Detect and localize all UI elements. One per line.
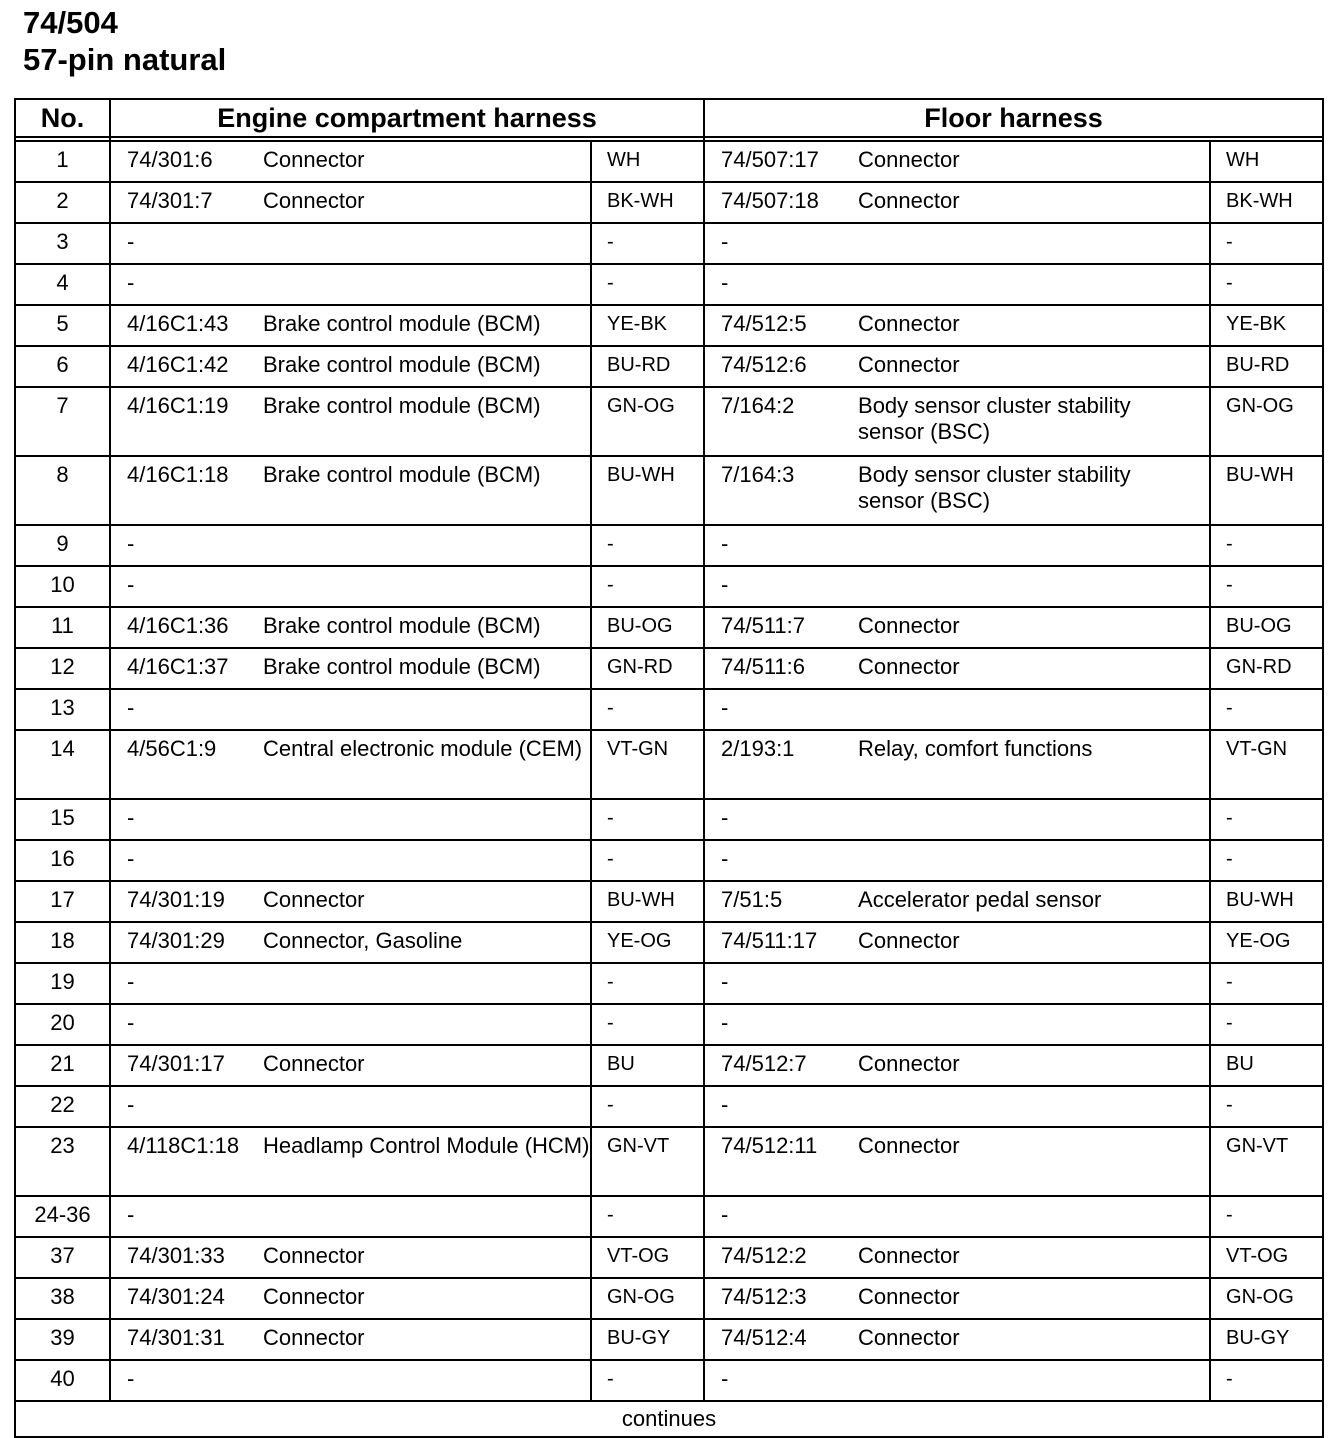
floor-terminal-description: [858, 1092, 1209, 1118]
engine-terminal-description: [263, 1010, 590, 1036]
engine-terminal-description: [263, 531, 590, 557]
engine-terminal: [110, 223, 591, 264]
floor-wire-color: -: [1210, 525, 1323, 566]
floor-terminal-description: [858, 229, 1209, 255]
engine-terminal-code: 74/301:29: [127, 928, 225, 953]
engine-terminal: [110, 346, 591, 387]
engine-terminal: [110, 922, 591, 963]
floor-wire-color: YE-OG: [1210, 922, 1323, 963]
engine-terminal-code: -: [127, 805, 135, 830]
engine-terminal: [110, 305, 591, 346]
engine-terminal-description: Headlamp Control Module (HCM): [263, 1133, 590, 1158]
table-row: [15, 346, 1323, 387]
pin-number: 23: [15, 1127, 110, 1196]
engine-terminal-code: -: [127, 1366, 135, 1391]
engine-terminal-description: [263, 1092, 590, 1118]
floor-terminal-code: 7/164:3: [721, 462, 795, 487]
engine-wire-color: BU: [591, 1045, 704, 1086]
floor-terminal: [704, 1086, 1210, 1127]
engine-wire-color: -: [591, 1196, 704, 1237]
floor-terminal: [704, 689, 1210, 730]
engine-terminal: [110, 1237, 591, 1278]
engine-terminal-code: 74/301:33: [127, 1243, 225, 1268]
pin-number: 7: [15, 387, 110, 456]
floor-wire-color: BU-GY: [1210, 1319, 1323, 1360]
engine-terminal-description: Connector, Gasoline: [263, 928, 463, 953]
pin-number: 10: [15, 566, 110, 607]
floor-wire-color: GN-OG: [1210, 387, 1323, 456]
floor-wire-color: GN-VT: [1210, 1127, 1323, 1196]
table-row: [15, 799, 1323, 840]
floor-wire-color: -: [1210, 223, 1323, 264]
engine-wire-color: VT-GN: [591, 730, 704, 799]
pinout-table: [14, 98, 1324, 1438]
floor-wire-color: -: [1210, 1360, 1323, 1401]
engine-wire-color: YE-BK: [591, 305, 704, 346]
engine-terminal: [110, 963, 591, 1004]
engine-terminal-code: 4/16C1:19: [127, 393, 229, 418]
floor-terminal-code: -: [721, 229, 729, 254]
engine-terminal-description: [263, 229, 590, 255]
floor-wire-color: YE-BK: [1210, 305, 1323, 346]
engine-terminal: [110, 799, 591, 840]
floor-terminal-description: [858, 695, 1209, 721]
engine-wire-color: -: [591, 689, 704, 730]
floor-terminal: [704, 881, 1210, 922]
engine-terminal-description: Connector: [263, 1284, 365, 1309]
engine-wire-color: BU-GY: [591, 1319, 704, 1360]
engine-wire-color: -: [591, 963, 704, 1004]
floor-terminal-code: 74/507:18: [721, 188, 819, 213]
table-row: [15, 182, 1323, 223]
floor-wire-color: VT-OG: [1210, 1237, 1323, 1278]
pin-number: 12: [15, 648, 110, 689]
pin-number: 1: [15, 141, 110, 182]
engine-terminal: [110, 881, 591, 922]
floor-terminal-description: Relay, comfort functions: [858, 736, 1093, 761]
floor-terminal-description: [858, 572, 1209, 598]
engine-wire-color: BU-WH: [591, 456, 704, 525]
floor-terminal: [704, 840, 1210, 881]
floor-terminal: [704, 922, 1210, 963]
engine-wire-color: BU-OG: [591, 607, 704, 648]
floor-wire-color: -: [1210, 963, 1323, 1004]
engine-terminal-description: Connector: [263, 1325, 365, 1350]
floor-terminal-description: [858, 805, 1209, 831]
floor-terminal-description: [858, 846, 1209, 872]
floor-terminal: [704, 1196, 1210, 1237]
floor-terminal: [704, 1360, 1210, 1401]
floor-terminal-code: -: [721, 572, 729, 597]
engine-terminal: [110, 525, 591, 566]
floor-terminal-description: Body sensor cluster stability sensor (BSC): [858, 393, 1131, 444]
engine-terminal: [110, 182, 591, 223]
engine-terminal-description: [263, 969, 590, 995]
floor-terminal: [704, 525, 1210, 566]
floor-terminal-code: -: [721, 1092, 729, 1117]
engine-terminal-description: Central electronic module (CEM): [263, 736, 583, 761]
engine-wire-color: -: [591, 840, 704, 881]
engine-terminal: [110, 1045, 591, 1086]
engine-terminal: [110, 387, 591, 456]
footer-row: [15, 1401, 1323, 1437]
engine-terminal: [110, 1086, 591, 1127]
floor-terminal: [704, 182, 1210, 223]
floor-terminal-code: -: [721, 969, 729, 994]
engine-terminal: [110, 264, 591, 305]
floor-terminal: [704, 456, 1210, 525]
floor-terminal: [704, 305, 1210, 346]
floor-terminal-description: Body sensor cluster stability sensor (BSC): [858, 462, 1131, 513]
engine-terminal-description: [263, 805, 590, 831]
floor-terminal: [704, 223, 1210, 264]
engine-wire-color: BU-WH: [591, 881, 704, 922]
engine-terminal-description: Brake control module (BCM): [263, 352, 541, 377]
table-row: [15, 1045, 1323, 1086]
floor-terminal-description: Connector: [858, 1284, 960, 1309]
engine-terminal-description: [263, 846, 590, 872]
floor-terminal-description: [858, 270, 1209, 296]
engine-wire-color: BK-WH: [591, 182, 704, 223]
floor-terminal-code: 74/512:2: [721, 1243, 807, 1268]
engine-terminal-code: -: [127, 846, 135, 871]
table-row: [15, 1278, 1323, 1319]
pin-number: 22: [15, 1086, 110, 1127]
floor-terminal-code: -: [721, 695, 729, 720]
engine-wire-color: GN-OG: [591, 1278, 704, 1319]
pin-number: 3: [15, 223, 110, 264]
table-row: [15, 456, 1323, 525]
floor-terminal-code: 2/193:1: [721, 736, 795, 761]
engine-terminal: [110, 730, 591, 799]
engine-wire-color: -: [591, 1086, 704, 1127]
floor-wire-color: BU-WH: [1210, 456, 1323, 525]
engine-terminal: [110, 456, 591, 525]
floor-terminal-code: 74/512:11: [721, 1133, 818, 1158]
floor-wire-color: -: [1210, 1004, 1323, 1045]
engine-terminal-description: Connector: [263, 1243, 365, 1268]
engine-terminal: [110, 840, 591, 881]
floor-terminal-description: Connector: [858, 654, 960, 679]
pin-number: 2: [15, 182, 110, 223]
floor-wire-color: -: [1210, 840, 1323, 881]
floor-terminal-code: 74/511:17: [721, 928, 818, 953]
floor-terminal-code: -: [721, 1366, 729, 1391]
floor-terminal: [704, 1237, 1210, 1278]
table-row: [15, 223, 1323, 264]
engine-terminal: [110, 1196, 591, 1237]
floor-terminal-code: 74/512:4: [721, 1325, 807, 1350]
floor-terminal-code: -: [721, 531, 729, 556]
floor-terminal: [704, 1004, 1210, 1045]
engine-wire-color: -: [591, 1004, 704, 1045]
engine-terminal-code: 74/301:24: [127, 1284, 225, 1309]
table-row: [15, 922, 1323, 963]
floor-wire-color: VT-GN: [1210, 730, 1323, 799]
engine-wire-color: -: [591, 525, 704, 566]
floor-wire-color: BU-OG: [1210, 607, 1323, 648]
table-row: [15, 1086, 1323, 1127]
floor-terminal-code: 74/507:17: [721, 147, 819, 172]
floor-terminal: [704, 730, 1210, 799]
floor-terminal: [704, 566, 1210, 607]
engine-terminal-code: 74/301:6: [127, 147, 213, 172]
pin-number: 16: [15, 840, 110, 881]
engine-terminal: [110, 1004, 591, 1045]
table-row: [15, 1237, 1323, 1278]
pin-number: 15: [15, 799, 110, 840]
engine-terminal-description: [263, 572, 590, 598]
engine-wire-color: GN-VT: [591, 1127, 704, 1196]
floor-terminal: [704, 1127, 1210, 1196]
floor-terminal-code: 7/51:5: [721, 887, 783, 912]
engine-wire-color: -: [591, 223, 704, 264]
table-row: [15, 1319, 1323, 1360]
floor-terminal-code: -: [721, 846, 729, 871]
floor-terminal: [704, 387, 1210, 456]
pin-number: 19: [15, 963, 110, 1004]
engine-terminal-description: [263, 695, 590, 721]
engine-terminal-description: Brake control module (BCM): [263, 613, 541, 638]
table-row: [15, 1360, 1323, 1401]
engine-terminal: [110, 1278, 591, 1319]
engine-wire-color: GN-OG: [591, 387, 704, 456]
floor-terminal-code: 74/512:5: [721, 311, 807, 336]
engine-terminal-code: -: [127, 969, 135, 994]
table-body: [15, 141, 1323, 1401]
engine-terminal-code: -: [127, 531, 135, 556]
floor-wire-color: -: [1210, 1086, 1323, 1127]
header-row: [15, 99, 1323, 137]
floor-terminal-description: Connector: [858, 147, 960, 172]
engine-terminal-code: -: [127, 1202, 135, 1227]
floor-terminal-code: -: [721, 805, 729, 830]
engine-wire-color: WH: [591, 141, 704, 182]
floor-terminal-description: Connector: [858, 1325, 960, 1350]
pin-number: 37: [15, 1237, 110, 1278]
engine-terminal-description: [263, 1202, 590, 1228]
pin-number: 11: [15, 607, 110, 648]
floor-terminal-code: 74/511:7: [721, 613, 806, 638]
floor-wire-color: -: [1210, 264, 1323, 305]
floor-wire-color: BU: [1210, 1045, 1323, 1086]
floor-wire-color: -: [1210, 799, 1323, 840]
floor-wire-color: GN-OG: [1210, 1278, 1323, 1319]
engine-terminal: [110, 648, 591, 689]
engine-wire-color: YE-OG: [591, 922, 704, 963]
floor-wire-color: -: [1210, 1196, 1323, 1237]
header-floor-harness: Floor harness: [704, 99, 1323, 137]
engine-terminal: [110, 141, 591, 182]
engine-terminal-code: 4/16C1:42: [127, 352, 229, 377]
floor-wire-color: GN-RD: [1210, 648, 1323, 689]
floor-terminal-description: [858, 1202, 1209, 1228]
document-title: [23, 4, 226, 78]
pin-number: 13: [15, 689, 110, 730]
connector-description: 57-pin natural: [23, 42, 227, 77]
table-row: [15, 264, 1323, 305]
floor-terminal: [704, 346, 1210, 387]
floor-terminal: [704, 1278, 1210, 1319]
engine-terminal-description: [263, 270, 590, 296]
floor-terminal-description: Connector: [858, 311, 960, 336]
engine-terminal-code: 74/301:31: [127, 1325, 225, 1350]
floor-wire-color: -: [1210, 566, 1323, 607]
table-row: [15, 689, 1323, 730]
table-row: [15, 730, 1323, 799]
floor-terminal-description: [858, 1366, 1209, 1392]
table-row: [15, 840, 1323, 881]
floor-wire-color: -: [1210, 689, 1323, 730]
header-no: No.: [15, 99, 110, 137]
pin-number: 38: [15, 1278, 110, 1319]
engine-terminal: [110, 607, 591, 648]
table-row: [15, 1196, 1323, 1237]
table-row: [15, 141, 1323, 182]
table-row: [15, 1127, 1323, 1196]
engine-terminal-code: 4/16C1:37: [127, 654, 229, 679]
floor-wire-color: BU-RD: [1210, 346, 1323, 387]
floor-terminal-code: -: [721, 270, 729, 295]
pin-number: 20: [15, 1004, 110, 1045]
engine-terminal: [110, 1319, 591, 1360]
table-row: [15, 648, 1323, 689]
engine-terminal: [110, 1360, 591, 1401]
floor-terminal-description: Connector: [858, 928, 960, 953]
table-row: [15, 525, 1323, 566]
floor-terminal-code: 74/512:7: [721, 1051, 807, 1076]
engine-wire-color: GN-RD: [591, 648, 704, 689]
engine-wire-color: -: [591, 264, 704, 305]
floor-terminal-description: Connector: [858, 613, 960, 638]
pin-number: 9: [15, 525, 110, 566]
floor-terminal-description: Connector: [858, 1243, 960, 1268]
engine-terminal-code: 4/16C1:18: [127, 462, 229, 487]
engine-wire-color: BU-RD: [591, 346, 704, 387]
pin-number: 18: [15, 922, 110, 963]
engine-terminal-description: Connector: [263, 147, 365, 172]
engine-terminal-code: 4/16C1:36: [127, 613, 229, 638]
table-row: [15, 881, 1323, 922]
floor-terminal: [704, 1319, 1210, 1360]
floor-wire-color: BU-WH: [1210, 881, 1323, 922]
header-engine-harness: Engine compartment harness: [110, 99, 704, 137]
table-row: [15, 566, 1323, 607]
floor-terminal-code: -: [721, 1202, 729, 1227]
engine-terminal-description: Brake control module (BCM): [263, 311, 541, 336]
engine-terminal-code: 4/118C1:18: [127, 1133, 240, 1158]
table-row: [15, 305, 1323, 346]
floor-terminal: [704, 963, 1210, 1004]
floor-terminal-code: -: [721, 1010, 729, 1035]
floor-terminal-description: Connector: [858, 188, 960, 213]
pin-number: 4: [15, 264, 110, 305]
engine-terminal-description: Brake control module (BCM): [263, 462, 541, 487]
table-row: [15, 963, 1323, 1004]
pin-number: 8: [15, 456, 110, 525]
floor-terminal: [704, 648, 1210, 689]
engine-terminal-code: -: [127, 1010, 135, 1035]
engine-terminal-description: Connector: [263, 887, 365, 912]
engine-terminal-description: Brake control module (BCM): [263, 393, 541, 418]
engine-wire-color: -: [591, 566, 704, 607]
engine-terminal: [110, 1127, 591, 1196]
pin-number: 40: [15, 1360, 110, 1401]
floor-terminal: [704, 264, 1210, 305]
pin-number: 5: [15, 305, 110, 346]
engine-terminal-code: -: [127, 1092, 135, 1117]
floor-terminal-description: [858, 531, 1209, 557]
floor-terminal: [704, 141, 1210, 182]
pin-number: 21: [15, 1045, 110, 1086]
engine-terminal-code: -: [127, 270, 135, 295]
engine-wire-color: VT-OG: [591, 1237, 704, 1278]
table-row: [15, 387, 1323, 456]
pin-number: 14: [15, 730, 110, 799]
floor-terminal-code: 74/512:3: [721, 1284, 807, 1309]
floor-terminal: [704, 1045, 1210, 1086]
floor-terminal-description: Connector: [858, 1051, 960, 1076]
floor-terminal: [704, 607, 1210, 648]
floor-terminal: [704, 799, 1210, 840]
engine-terminal-code: 4/56C1:9: [127, 736, 217, 761]
engine-terminal-description: Connector: [263, 1051, 365, 1076]
pin-number: 39: [15, 1319, 110, 1360]
engine-wire-color: -: [591, 799, 704, 840]
floor-terminal-description: [858, 969, 1209, 995]
table-row: [15, 607, 1323, 648]
floor-wire-color: WH: [1210, 141, 1323, 182]
table-row: [15, 1004, 1323, 1045]
floor-terminal-code: 74/512:6: [721, 352, 807, 377]
floor-wire-color: BK-WH: [1210, 182, 1323, 223]
pin-number: 17: [15, 881, 110, 922]
engine-wire-color: -: [591, 1360, 704, 1401]
floor-terminal-description: [858, 1010, 1209, 1036]
engine-terminal-code: -: [127, 572, 135, 597]
engine-terminal-code: 74/301:19: [127, 887, 225, 912]
connector-id: 74/504: [23, 5, 118, 40]
floor-terminal-description: Accelerator pedal sensor: [858, 887, 1102, 912]
floor-terminal-code: 74/511:6: [721, 654, 806, 679]
engine-terminal-code: -: [127, 229, 135, 254]
engine-terminal-code: -: [127, 695, 135, 720]
engine-terminal-description: Brake control module (BCM): [263, 654, 541, 679]
engine-terminal-description: [263, 1366, 590, 1392]
engine-terminal: [110, 689, 591, 730]
engine-terminal: [110, 566, 591, 607]
engine-terminal-code: 74/301:17: [127, 1051, 225, 1076]
engine-terminal-code: 4/16C1:43: [127, 311, 229, 336]
engine-terminal-code: 74/301:7: [127, 188, 213, 213]
pin-number: 24-36: [15, 1196, 110, 1237]
engine-terminal-description: Connector: [263, 188, 365, 213]
floor-terminal-description: Connector: [858, 352, 960, 377]
continues-note: continues: [15, 1401, 1323, 1437]
floor-terminal-description: Connector: [858, 1133, 960, 1158]
pin-number: 6: [15, 346, 110, 387]
floor-terminal-code: 7/164:2: [721, 393, 795, 418]
